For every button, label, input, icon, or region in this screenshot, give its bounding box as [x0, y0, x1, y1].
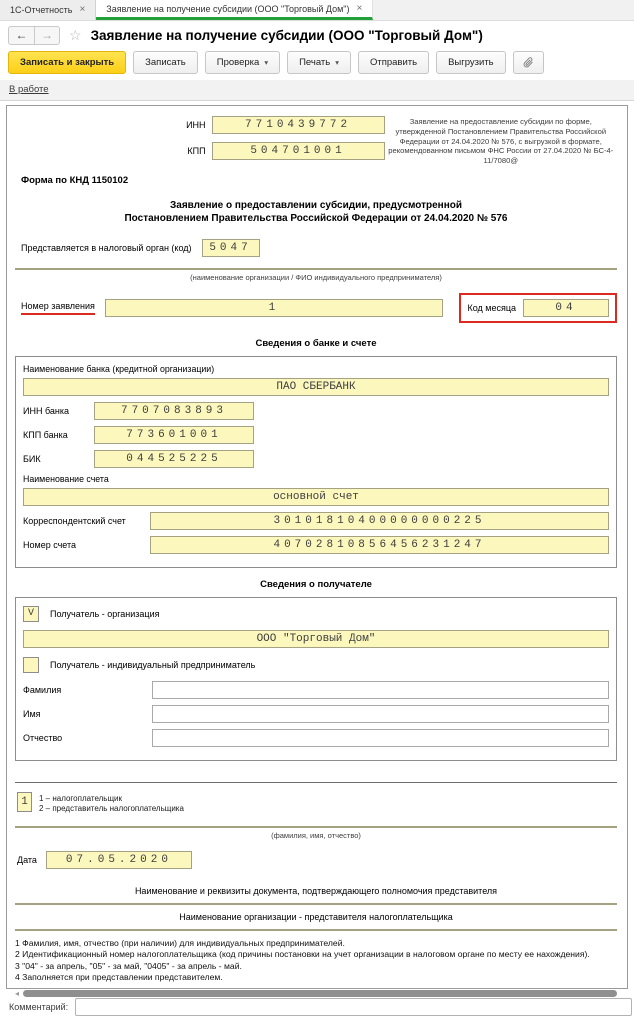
date-label: Дата: [17, 854, 37, 865]
application-number-field[interactable]: 1: [105, 299, 443, 317]
scrollbar-track[interactable]: [23, 990, 617, 997]
document-title-line1: Заявление о предоставлении субсидии, предусмотренной: [170, 199, 462, 211]
application-number-label: Номер заявления: [21, 301, 95, 315]
paperclip-icon: [523, 56, 534, 69]
bank-kpp-label: КПП банка: [23, 429, 68, 440]
page-title: Заявление на получение субсидии (ООО "Торговый Дом"): [90, 27, 483, 43]
save-and-close-button[interactable]: [8, 51, 126, 74]
tab-subsidy-application[interactable]: [96, 0, 373, 20]
repr-org-field[interactable]: [15, 929, 617, 931]
signer-code-row: [17, 792, 617, 815]
section-divider: [15, 782, 617, 783]
signer-fio-caption: (фамилия, имя, отчество): [271, 830, 361, 840]
approval-note: Заявление на предоставление субсидии по форме, утвержденной Постановлением Правительства Российской Федерации от 24.04.2020 № 576, с выгрузкой в формате, рекомендованном письмом ФНС России от 27.04.2020 № БС-4-11/7080@: [388, 117, 614, 166]
status-link[interactable]: В работе: [9, 84, 49, 95]
footnote-1: 1 Фамилия, имя, отчество (при наличии) для индивидуальных предпринимателей.: [15, 937, 345, 948]
account-name-field[interactable]: основной счет: [23, 488, 609, 506]
recipient-ip-row: [23, 657, 609, 673]
signer-fio-field[interactable]: [15, 826, 617, 828]
scrollbar-thumb[interactable]: [23, 990, 617, 997]
bank-name-field[interactable]: ПАО СБЕРБАНК: [23, 378, 609, 396]
form-top-section: [15, 114, 617, 166]
forward-arrow-icon: →: [41, 28, 53, 42]
kpp-label: КПП: [187, 146, 206, 156]
recipient-org-checkbox[interactable]: V: [23, 606, 39, 622]
close-icon[interactable]: ×: [79, 4, 86, 15]
close-icon[interactable]: ×: [356, 2, 363, 14]
date-field[interactable]: 07.05.2020: [46, 851, 192, 869]
status-bar: [0, 80, 634, 101]
save-button[interactable]: [133, 51, 198, 74]
account-number-label: Номер счета: [23, 539, 77, 550]
month-code-label: Код месяца: [467, 302, 516, 313]
middlename-row: [23, 729, 609, 747]
corr-account-label: Корреспондентский счет: [23, 515, 126, 526]
send-button[interactable]: [358, 51, 429, 74]
repr-org-label: Наименование организации - представителя налогоплательщика: [179, 911, 453, 922]
corr-account-row: [23, 512, 609, 530]
organization-name-field[interactable]: [15, 268, 617, 270]
account-name-label: Наименование счета: [23, 473, 109, 484]
month-code-highlight: [459, 293, 617, 323]
bank-inn-field[interactable]: 7707083893: [94, 402, 254, 420]
button-label: Отправить: [369, 57, 418, 68]
attachments-button[interactable]: [513, 51, 544, 74]
signer-code-field[interactable]: 1: [17, 792, 32, 812]
kpp-row: [15, 142, 385, 160]
bank-name-label: Наименование банка (кредитной организации): [23, 363, 215, 374]
export-button[interactable]: [436, 51, 506, 74]
corr-account-field[interactable]: 30101810400000000225: [150, 512, 609, 530]
knd-label: Форма по КНД 1150102: [21, 174, 129, 186]
kpp-field[interactable]: 504701001: [212, 142, 385, 160]
recipient-box: [15, 597, 617, 761]
bik-row: [23, 450, 609, 468]
tab-1c-reporting[interactable]: [0, 0, 96, 20]
bank-inn-row: [23, 402, 609, 420]
recipient-org-label: Получатель - организация: [50, 608, 160, 619]
caret-down-icon: ▾: [335, 58, 339, 67]
button-label: Проверка: [216, 57, 260, 68]
document-title-line2: Постановлением Правительства Российской Федерации от 24.04.2020 № 576: [124, 213, 508, 225]
middlename-field[interactable]: [152, 729, 609, 747]
button-label: Выгрузить: [448, 57, 494, 68]
caret-down-icon: ▾: [264, 58, 269, 67]
footnote-3: 3 "04" - за апрель, "05" - за май, "0405" - за апрель - май.: [15, 960, 242, 971]
back-button[interactable]: [9, 27, 34, 44]
tax-authority-label: Представляется в налоговый орган (код): [21, 242, 192, 253]
bik-field[interactable]: 044525225: [94, 450, 254, 468]
bank-kpp-row: [23, 426, 609, 444]
recipient-org-name-field[interactable]: ООО "Торговый Дом": [23, 630, 609, 648]
tab-label: 1С-Отчетность: [10, 5, 73, 15]
signer-code-option-2: 2 – представитель налогоплательщика: [39, 804, 184, 814]
recipient-ip-checkbox[interactable]: [23, 657, 39, 673]
nav-buttons: [8, 26, 60, 45]
bank-inn-label: ИНН банка: [23, 405, 70, 416]
recipient-section-title: Сведения о получателе: [260, 578, 372, 590]
tab-label: Заявление на получение субсидии (ООО "Торговый Дом"): [106, 3, 350, 14]
recipient-org-row: [23, 606, 609, 622]
button-label: Печать: [299, 57, 331, 68]
signer-code-option-1: 1 – налогоплательщик: [39, 793, 123, 803]
tab-bar: [0, 0, 634, 21]
lastname-row: [23, 681, 609, 699]
middlename-label: Отчество: [23, 732, 63, 743]
tax-authority-code-field[interactable]: 5047: [202, 239, 260, 257]
bank-kpp-field[interactable]: 773601001: [94, 426, 254, 444]
bik-label: БИК: [23, 453, 41, 464]
toolbar: [0, 49, 634, 80]
button-label: Записать: [145, 57, 186, 68]
authority-doc-label: Наименование и реквизиты документа, подтверждающего полномочия представителя: [134, 885, 498, 896]
month-code-field[interactable]: 04: [523, 299, 609, 317]
inn-kpp-block: [15, 114, 385, 166]
recipient-ip-label: Получатель - индивидуальный предприниматель: [50, 659, 256, 670]
back-arrow-icon: ←: [15, 28, 28, 42]
document-title: [15, 199, 617, 226]
firstname-field[interactable]: [152, 705, 609, 723]
favorite-star-icon[interactable]: ☆: [69, 26, 82, 43]
signer-code-options: [39, 792, 184, 815]
header: [0, 21, 634, 49]
tax-authority-row: [21, 239, 617, 257]
authority-doc-field[interactable]: [15, 903, 617, 905]
inn-field[interactable]: 7710439772: [212, 116, 385, 134]
bank-details-box: [15, 356, 617, 568]
footnotes: [15, 938, 617, 984]
account-number-row: [23, 536, 609, 554]
footnote-2: 2 Идентификационный номер налогоплательщика (код причины постановки на учет организации в налоговом органе по месту ее нахождения).: [15, 949, 590, 960]
date-row: [17, 851, 617, 869]
inn-label: ИНН: [186, 120, 206, 130]
firstname-label: Имя: [23, 708, 41, 719]
button-label: Записать и закрыть: [20, 57, 115, 68]
subsidy-form: [6, 105, 628, 998]
lastname-label: Фамилия: [23, 684, 62, 695]
bank-section-title: Сведения о банке и счете: [255, 337, 377, 349]
print-menu-button[interactable]: [287, 51, 351, 74]
comment-label: Комментарий:: [9, 1002, 69, 1012]
comment-input[interactable]: [75, 998, 632, 1016]
forward-button[interactable]: [34, 27, 59, 44]
account-number-field[interactable]: 40702810856456231247: [150, 536, 609, 554]
application-number-row: [21, 293, 617, 323]
check-menu-button[interactable]: [205, 51, 280, 74]
organization-name-caption: (наименование организации / ФИО индивидуального предпринимателя): [190, 272, 442, 282]
footnote-4: 4 Заполняется при представлении представителем.: [15, 972, 223, 983]
inn-row: [15, 116, 385, 134]
firstname-row: [23, 705, 609, 723]
scroll-left-arrow-icon[interactable]: ◂: [15, 988, 20, 998]
lastname-field[interactable]: [152, 681, 609, 699]
